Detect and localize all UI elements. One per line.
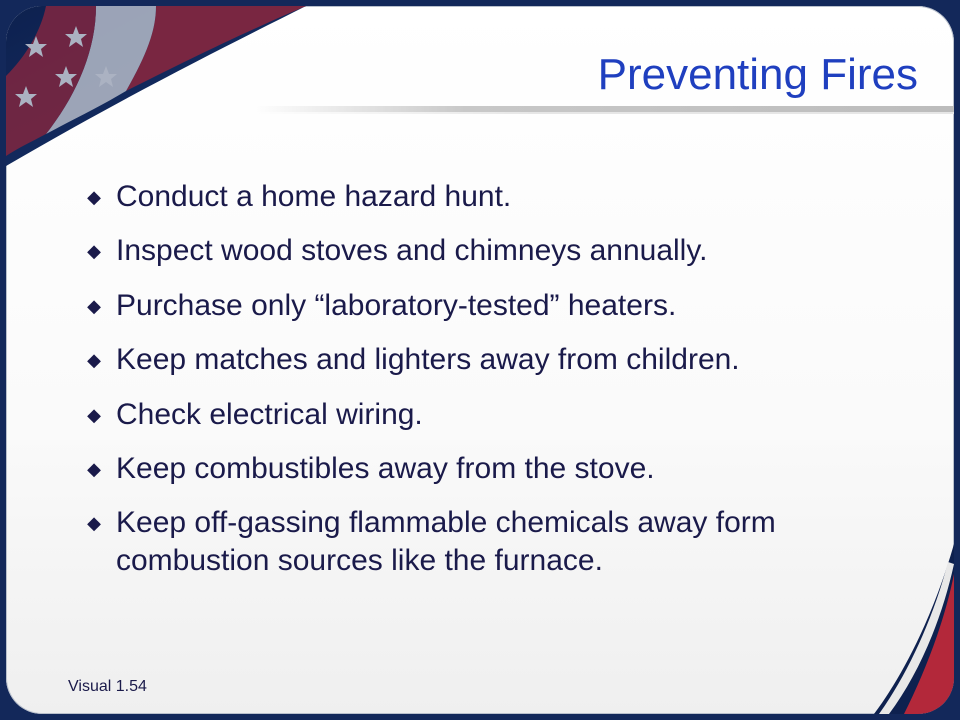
corner-stripe-graphic — [864, 544, 954, 714]
list-item — [84, 178, 904, 216]
list-item — [84, 287, 904, 325]
bullet-text: Purchase only “laboratory-tested” heaters. — [116, 288, 677, 322]
bullet-text: Inspect wood stoves and chimneys annually. — [116, 234, 708, 268]
diamond-bullet-icon: ◆ — [87, 295, 101, 316]
list-item — [84, 450, 904, 488]
slide-footer: Visual 1.54 — [68, 678, 147, 695]
bullet-text: Check electrical wiring. — [116, 397, 423, 431]
list-item — [84, 396, 904, 434]
list-item — [84, 232, 904, 270]
diamond-bullet-icon: ◆ — [87, 404, 101, 425]
content-panel — [6, 6, 954, 714]
diamond-bullet-icon: ◆ — [87, 458, 101, 479]
list-item — [84, 504, 904, 580]
title-divider-highlight — [256, 112, 954, 114]
diamond-bullet-icon: ◆ — [87, 350, 101, 371]
diamond-bullet-icon: ◆ — [87, 241, 101, 262]
diamond-bullet-icon: ◆ — [87, 513, 101, 534]
diamond-bullet-icon: ◆ — [87, 187, 101, 207]
bullet-list — [84, 178, 904, 597]
bullet-text: Keep matches and lighters away from children. — [116, 343, 740, 377]
list-item — [84, 341, 904, 379]
bullet-text: Keep combustibles away from the stove. — [116, 451, 655, 485]
bullet-text: Keep off-gassing flammable chemicals away form combustion sources like the furnace. — [116, 506, 776, 578]
bullet-text: Conduct a home hazard hunt. — [116, 180, 512, 213]
slide-title: Preventing Fires — [597, 50, 918, 99]
